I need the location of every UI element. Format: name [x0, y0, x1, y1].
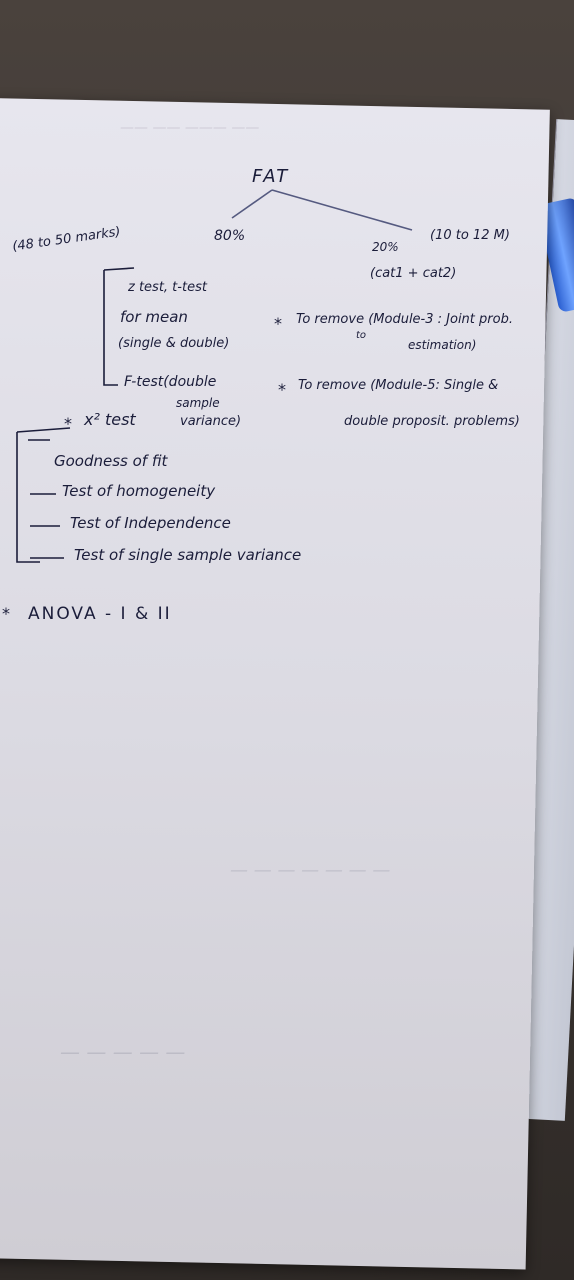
chi-square-test: x² test	[84, 410, 136, 429]
remove-1-line2: estimation)	[408, 338, 477, 352]
bleed-through-1: —— —— ——— ——	[120, 120, 260, 136]
for-mean: for mean	[120, 308, 188, 326]
bracket-chi-top	[17, 428, 70, 432]
remove-1-to: to	[356, 330, 367, 341]
right-cats: (cat1 + cat2)	[370, 266, 457, 281]
chi-item-single-variance: Test of single sample variance	[74, 546, 302, 564]
tests-header: z test, t-test	[128, 280, 207, 295]
anova-star: *	[2, 604, 10, 623]
bleed-through-2: — — — — — — —	[230, 860, 391, 881]
f-test-sample: sample	[176, 396, 220, 410]
chi-star: *	[64, 414, 72, 433]
f-test-variance: variance)	[180, 414, 242, 429]
remove-1-line1: To remove (Module-3 : Joint prob.	[296, 312, 513, 327]
right-percent: 20%	[372, 240, 399, 254]
remove-2-line2: double proposit. problems)	[344, 414, 520, 429]
single-double: (single & double)	[118, 336, 230, 351]
chi-item-homogeneity: Test of homogeneity	[62, 482, 216, 500]
right-marks: (10 to 12 M)	[430, 228, 510, 243]
f-test: F-test(double	[124, 374, 217, 390]
anova: ANOVA - I & II	[28, 604, 172, 624]
remove-1-star: *	[274, 314, 282, 333]
remove-2-line1: To remove (Module-5: Single &	[298, 378, 499, 393]
branch-left-line	[232, 190, 272, 218]
title-fat: FAT	[252, 166, 290, 187]
bleed-through-3: — — — — —	[60, 1040, 186, 1064]
remove-2-star: *	[278, 380, 286, 399]
bracket-tests-top	[104, 268, 134, 270]
bracket-chi	[17, 432, 40, 562]
bracket-tests	[104, 270, 118, 385]
chi-item-goodness: Goodness of fit	[54, 452, 168, 470]
branch-right-line	[272, 190, 412, 230]
chi-item-independence: Test of Independence	[70, 514, 231, 532]
left-marks: (48 to 50 marks)	[11, 224, 122, 255]
left-percent: 80%	[214, 228, 246, 244]
